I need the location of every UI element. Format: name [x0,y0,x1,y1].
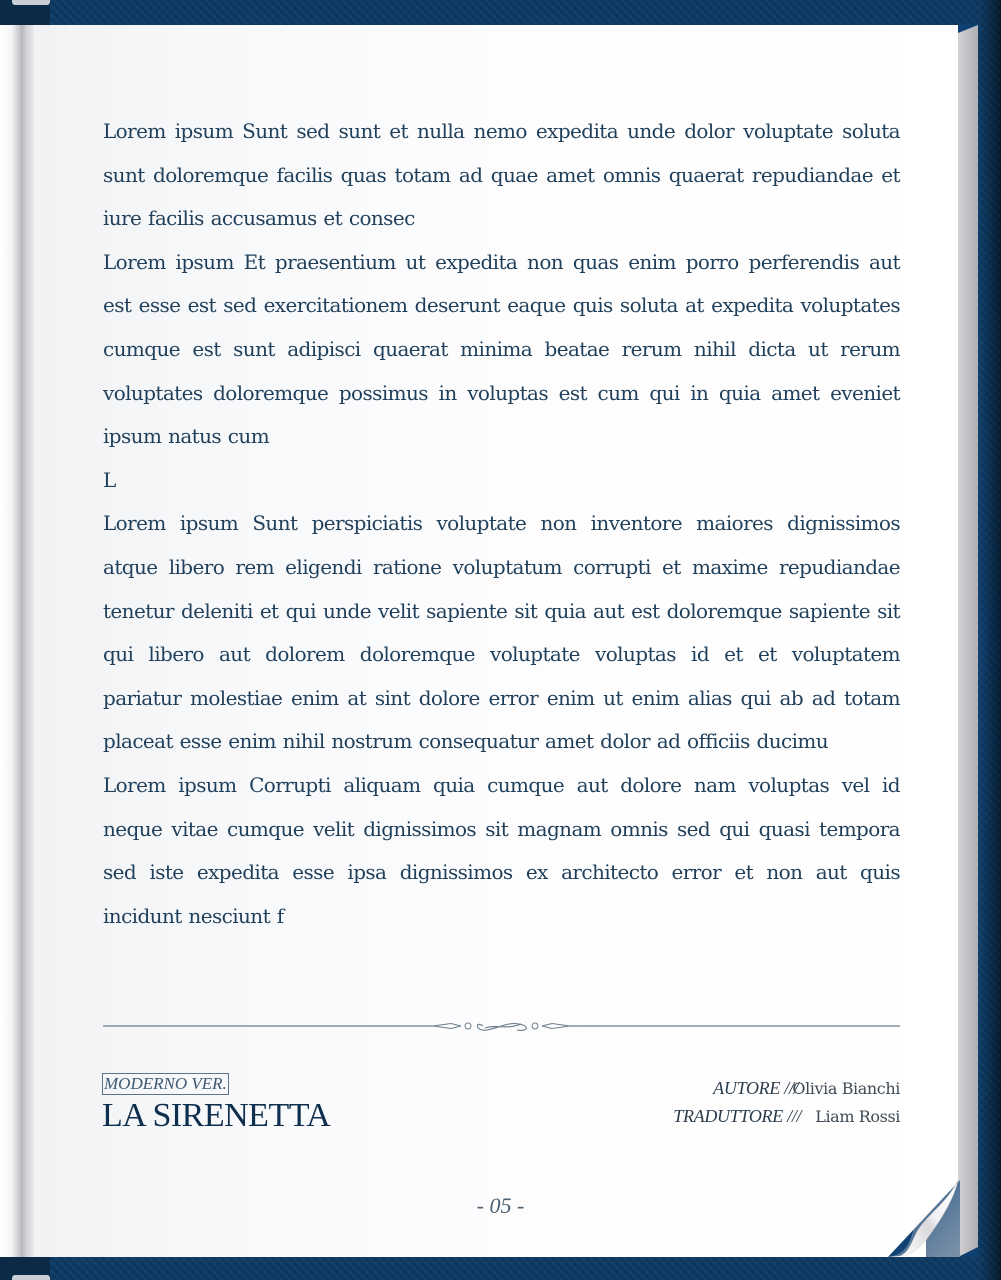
translator-credit [600,1106,900,1134]
page-stack-edge [958,25,978,1257]
flourish-divider-icon [103,1016,900,1036]
author-name: Olivia Bianchi [792,1079,900,1098]
paragraph: Lorem ipsum Sunt perspiciatis voluptate non inventore maiores dignissimos atque libero rem eligendi ratione voluptatum corrupti et maxime repudiandae tenetur deleniti et qui unde velit sapiente sit quia aut est doloremque sapiente sit qui libero aut dolorem doloremque voluptate voluptas id et et voluptatem pariatur molestiae enim at sint dolore error enim ut enim alias qui ab ad totam placeat esse enim nihil nostrum consequatur amet dolor ad officiis ducimu [103,511,900,754]
translator-label: TRADUTTORE /// [673,1106,802,1126]
paragraph: L [103,467,116,492]
credits-block [600,1078,900,1134]
paragraph: Lorem ipsum Sunt sed sunt et nulla nemo expedita unde dolor voluptate soluta sunt doloremque facilis quas totam ad quae amet omnis quaerat repudiandae et iure facilis accusamus et consec [103,119,900,231]
version-badge: MODERNO VER. [104,1074,227,1093]
background-edge-shadow [979,0,1001,1280]
book-title: LA SIRENETTA [102,1097,331,1134]
book-title-block [102,1073,330,1134]
bottom-binding-tab [0,1255,50,1280]
top-binding-tab [0,0,50,25]
author-label: AUTORE /// [713,1078,799,1098]
paragraph: Lorem ipsum Corrupti aliquam quia cumque aut dolore nam voluptas vel id neque vitae cumque velit dignissimos sit magnam omnis sed qui quasi tempora sed iste expedita esse ipsa dignissimos ex architecto error et non aut quis incidunt nesciunt f [103,772,900,928]
translator-name: Liam Rossi [815,1107,900,1126]
author-credit [600,1078,900,1106]
paragraph: Lorem ipsum Et praesentium ut expedita non quas enim porro perferendis aut est esse est sed exercitationem deserunt eaque quis soluta at expedita voluptates cumque est sunt adipisci quaerat minima beatae rerum nihil dicta ut rerum voluptates doloremque possimus in voluptas est cum qui in quia amet eveniet ipsum natus cum [103,249,900,449]
ornamental-divider [103,1016,900,1036]
page-body [103,110,900,938]
binding-clip [12,0,50,5]
binding-clip [12,1275,50,1280]
page-stack-edge-bottom [958,1247,978,1257]
book-spine-shadow [0,25,34,1257]
page-stack-edge-top [958,25,978,33]
page-number: - 05 - [476,1193,525,1218]
page-curl-icon[interactable] [888,1180,960,1257]
